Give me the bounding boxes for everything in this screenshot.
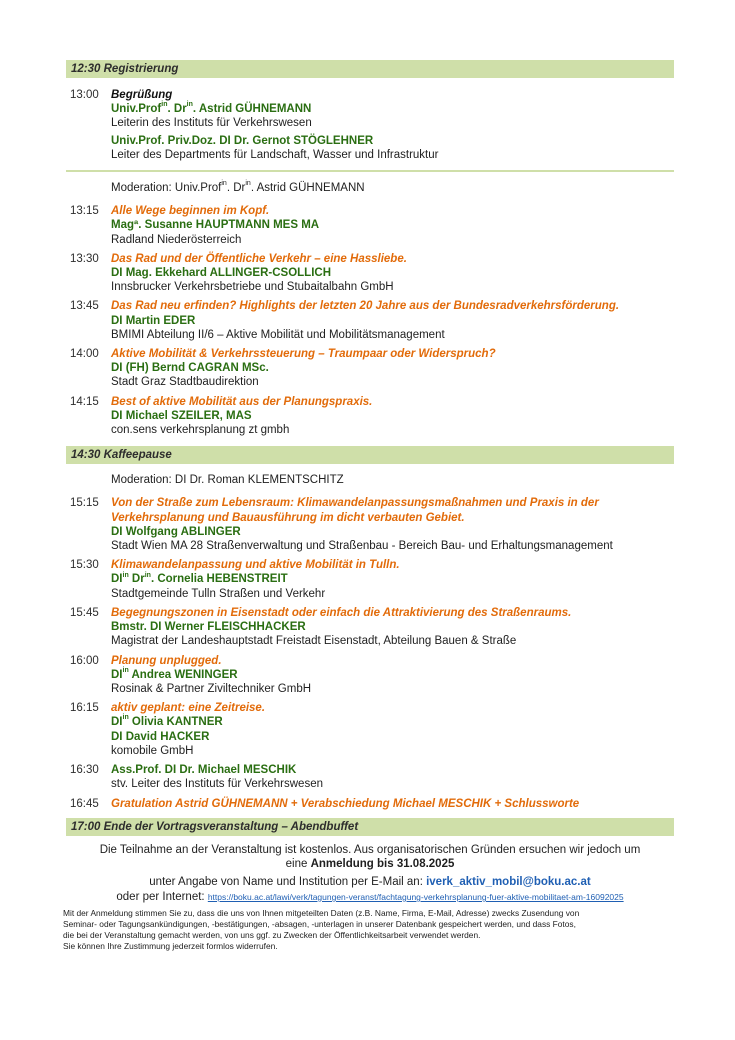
talk-1615: 16:15 aktiv geplant: eine Zeitreise. $DI^{in}$ Olivia KANTNER DI David HACKER komobile GmbH (66, 701, 674, 758)
talk-speaker: Ass.Prof. DI Dr. Michael MESCHIK (111, 763, 297, 776)
talk-speaker: $DI^{in}$ Andrea WENINGER (111, 666, 238, 681)
registration-band (66, 60, 674, 78)
welcome-speaker-2: Univ.Prof. Priv.Doz. DI Dr. Gernot STÖGLEHNER (111, 134, 374, 147)
coffee-label: Kaffeepause (103, 449, 172, 462)
moderation-1: Moderation: Univ.Prof$^{in}$. $Dr^{in}$. Astrid GÜHNEMANN (111, 180, 365, 195)
footer-line-1: Die Teilnahme an der Veranstaltung ist kostenlos. Aus organisatorischen Gründen ersuchen wir jedoch um (99, 843, 641, 856)
talk-speaker: DI Wolfgang ABLINGER (111, 525, 241, 538)
welcome-block (66, 88, 674, 162)
talk-title: Best of aktive Mobilität aus der Planungspraxis. (111, 395, 373, 408)
registration-time: 12:30 (71, 63, 101, 75)
registration-info (66, 843, 674, 905)
talk-1345: 13:45 Das Rad neu erfinden? Highlights der letzten 20 Jahre aus der Bundesradverkehrsförderung. DI Martin EDER BMIMI Abteilung II/6 – Aktive Mobilität und Mobilitätsmanagement (66, 299, 674, 342)
section-divider (66, 170, 674, 172)
end-band (66, 818, 674, 836)
coffee-band (66, 446, 674, 464)
registration-label: Registrierung (103, 63, 179, 75)
talk-1415: 14:15 Best of aktive Mobilität aus der Planungspraxis. DI Michael SZEILER, MAS con.sens verkehrsplanung zt gmbh (66, 395, 674, 438)
talk-speaker-2: DI David HACKER (111, 730, 210, 743)
footer-line-2: eine Anmeldung bis 31.08.2025 (285, 858, 455, 871)
program-page (63, 60, 674, 952)
email-link[interactable]: iverk_aktiv_mobil@boku.ac.at (426, 875, 591, 888)
talk-speaker: Bmstr. DI Werner FLEISCHHACKER (111, 621, 306, 634)
talk-title-cont: Verkehrsplanung und Bauausführung im dicht verbauten Gebiet. (111, 511, 465, 524)
talk-org: Radland Niederösterreich (111, 233, 242, 246)
closing-title: Gratulation Astrid GÜHNEMANN + Verabschiedung Michael MESCHIK + Schlussworte (111, 798, 580, 811)
end-label: Ende der Vortragsveranstaltung – Abendbuffet (103, 820, 359, 833)
talk-1515: 15:15 Von der Straße zum Lebensraum: Klimawandelanpassungsmaßnahmen und Praxis in der Verkehrsplanung und Bauausführung im dicht verbauten Gebiet. DI Wolfgang ABLINGER Stadt Wien MA 28 Straßenverwaltung und Straßenbau - Bereich Bau- und Erhaltungsmanagement (66, 496, 674, 553)
welcome-speaker-1: Univ.Prof$^{in}$. $Dr^{in}$. Astrid GÜHNEMANN (111, 101, 312, 116)
talk-1330: 13:30 Das Rad und der Öffentliche Verkehr – eine Hassliebe. DI Mag. Ekkehard ALLINGER-CSOLLICH Innsbrucker Verkehrsbetriebe und Stubaitalbahn GmbH (66, 252, 674, 295)
talk-org: komobile GmbH (111, 744, 194, 757)
talk-title: aktiv geplant: eine Zeitreise. (111, 702, 266, 715)
talk-title: Das Rad neu erfinden? Highlights der letzten 20 Jahre aus der Bundesradverkehrsförderung. (111, 300, 620, 313)
coffee-time: 14:30 (71, 449, 101, 462)
moderation-2: Moderation: DI Dr. Roman KLEMENTSCHITZ (111, 474, 344, 487)
talk-org: Stadtgemeinde Tulln Straßen und Verkehr (111, 587, 326, 600)
footer-line-4: oder per Internet: https://boku.ac.at/lawi/verk/tagungen-veranst/fachtagung-verkehrsplanung-fuer-aktive-mobilitaet-am-16092025 (116, 891, 624, 904)
talk-1630: 16:30 Ass.Prof. DI Dr. Michael MESCHIK stv. Leiter des Instituts für Verkehrswesen (66, 763, 674, 791)
talk-speaker: Magª. Susanne HAUPTMANN MES MA (111, 219, 320, 232)
talk-speaker: DI Mag. Ekkehard ALLINGER-CSOLLICH (111, 267, 332, 280)
talk-org: Stadt Graz Stadtbaudirektion (111, 376, 259, 389)
footer-line-3: unter Angabe von Name und Institution per E-Mail an: iverk_aktiv_mobil@boku.ac.at (149, 875, 591, 888)
talk-org: Innsbrucker Verkehrsbetriebe und Stubaitalbahn GmbH (111, 281, 394, 294)
talk-1530: 15:30 Klimawandelanpassung und aktive Mobilität in Tulln. $DI^{in}$ $Dr^{in}$. Cornelia HEBENSTREIT Stadtgemeinde Tulln Straßen und Verkehr (66, 558, 674, 601)
talk-title: Alle Wege beginnen im Kopf. (111, 205, 270, 218)
talk-title: Von der Straße zum Lebensraum: Klimawandelanpassungsmaßnahmen und Praxis in der (111, 497, 599, 510)
welcome-speaker-1-role: Leiterin des Instituts für Verkehrswesen (111, 117, 312, 130)
talk-1600: 16:00 Planung unplugged. $DI^{in}$ Andrea WENINGER Rosinak & Partner Ziviltechniker GmbH (66, 654, 674, 697)
talk-title: Begegnungszonen in Eisenstadt oder einfach die Attraktivierung des Straßenraums. (111, 606, 572, 619)
talk-1400: 14:00 Aktive Mobilität & Verkehrssteuerung – Traumpaar oder Widerspruch? DI (FH) Bernd CAGRAN MSc. Stadt Graz Stadtbaudirektion (66, 347, 674, 390)
talk-1315: 13:15 Alle Wege beginnen im Kopf. Magª. Susanne HAUPTMANN MES MA Radland Niederösterreich (66, 204, 674, 247)
talk-title: Das Rad und der Öffentliche Verkehr – eine Hassliebe. (111, 252, 407, 265)
talk-1645: 16:45 Gratulation Astrid GÜHNEMANN + Verabschiedung Michael MESCHIK + Schlussworte (66, 797, 674, 811)
talk-1545: 15:45 Begegnungszonen in Eisenstadt oder einfach die Attraktivierung des Straßenraums. Bmstr. DI Werner FLEISCHHACKER Magistrat der Landeshauptstadt Freistadt Eisenstadt, Abteilung Bauen & Straße (66, 606, 674, 649)
registration-url[interactable]: https://boku.ac.at/lawi/verk/tagungen-veranst/fachtagung-verkehrsplanung-fuer-aktive-mobilitaet-am-16092025 (207, 892, 624, 903)
talk-org: Magistrat der Landeshauptstadt Freistadt Eisenstadt, Abteilung Bauen & Straße (111, 635, 517, 648)
talk-speaker: $DI^{in}$ $Dr^{in}$. Cornelia HEBENSTREIT (111, 571, 288, 586)
talk-org: Stadt Wien MA 28 Straßenverwaltung und Straßenbau - Bereich Bau- und Erhaltungsmanagement (111, 540, 613, 553)
talk-speaker: $DI^{in}$ Olivia KANTNER (111, 714, 223, 729)
talk-org: BMIMI Abteilung II/6 – Aktive Mobilität und Mobilitätsmanagement (111, 328, 445, 341)
talk-speaker: DI (FH) Bernd CAGRAN MSc. (111, 362, 269, 375)
talk-org: Rosinak & Partner Ziviltechniker GmbH (111, 682, 312, 695)
privacy-notice: Mit der Anmeldung stimmen Sie zu, dass die uns von Ihnen mitgeteilten Daten (z.B. Name, Firma, E-Mail, Adresse) zwecks Zusendung von Seminar- oder Tagungsankündigungen, -bestätigungen, -absagen, -unterlagen in unserer Datenbank gespeichert werden, und dass Fotos, die bei der Veranstaltung gemacht werden, von uns ggf. zu Zwecken der Öffentlichkeitsarbeit verwendet werden. Sie können Ihre Zustimmung jederzeit formlos widerrufen. (63, 907, 580, 951)
talk-org: stv. Leiter des Instituts für Verkehrswesen (111, 778, 323, 791)
talk-speaker: DI Martin EDER (111, 314, 196, 327)
welcome-speaker-2-role: Leiter des Departments für Landschaft, Wasser und Infrastruktur (111, 148, 439, 161)
talk-speaker: DI Michael SZEILER, MAS (111, 409, 252, 422)
talk-org: con.sens verkehrsplanung zt gmbh (111, 424, 290, 437)
talk-title: Planung unplugged. (111, 654, 222, 667)
talk-title: Aktive Mobilität & Verkehrssteuerung – Traumpaar oder Widerspruch? (111, 348, 496, 361)
talk-title: Klimawandelanpassung und aktive Mobilität in Tulln. (111, 559, 400, 572)
welcome-time: 13:00 (70, 89, 99, 101)
end-time: 17:00 (71, 820, 101, 833)
welcome-title: Begrüßung (111, 89, 173, 101)
